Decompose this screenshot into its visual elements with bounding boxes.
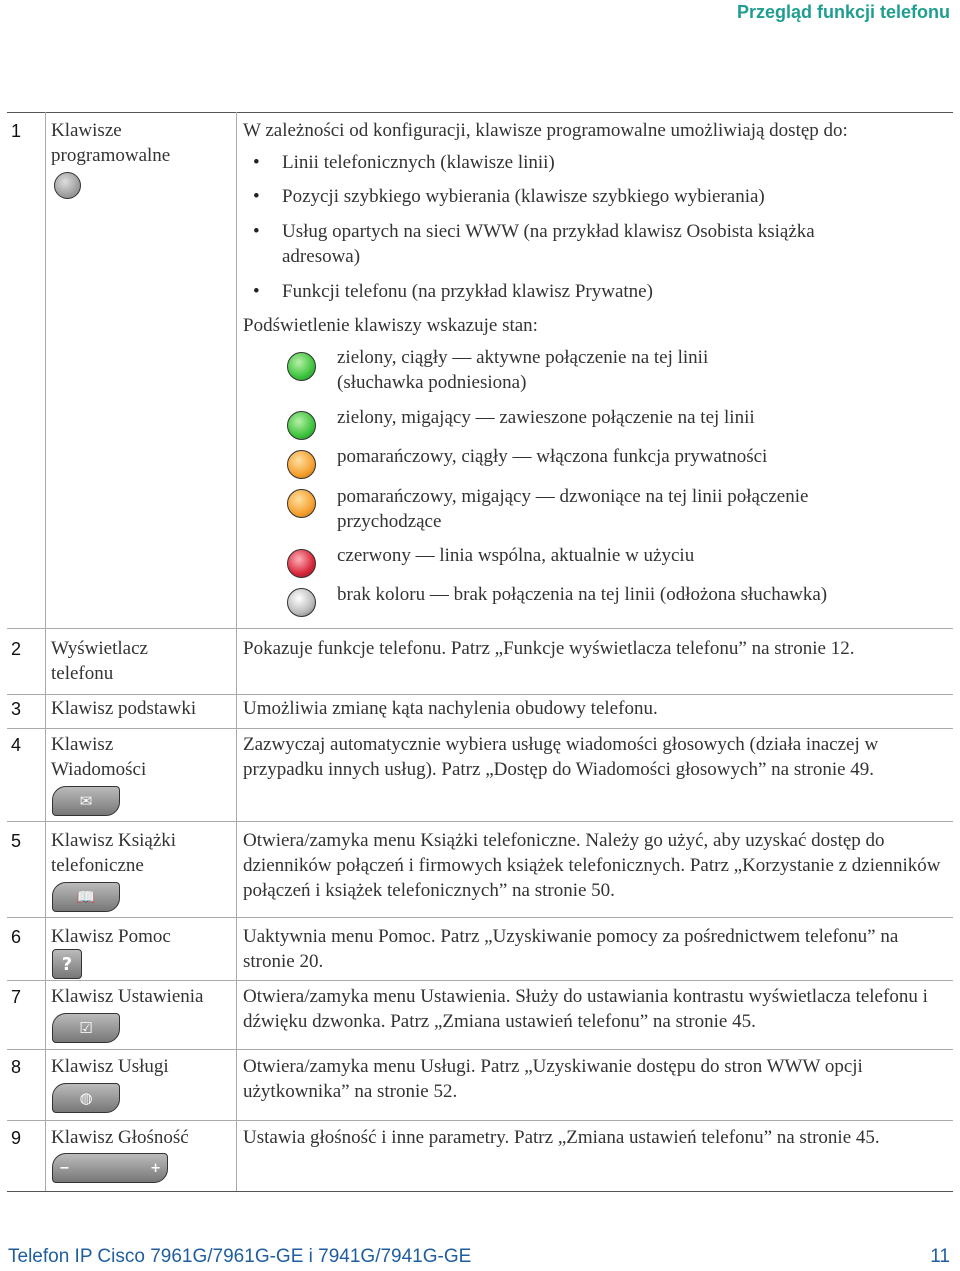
page-header-title: Przegląd funkcji telefonu: [736, 2, 950, 22]
row-name: Wyświetlacz telefonu: [51, 638, 148, 684]
table-bottom-border: [7, 1191, 953, 1192]
row1-intro: W zależności od konfiguracji, klawisze programowalne umożliwiają dostęp do:: [243, 120, 848, 141]
bullet-item: Funkcji telefonu (na przykład klawisz Prywatne): [282, 281, 653, 302]
leds-intro: Podświetlenie klawiszy wskazuje stan:: [243, 315, 538, 336]
led-desc: zielony, ciągły — aktywne połączenie na tej linii (słuchawka podniesiona): [337, 347, 709, 393]
row-divider: [7, 728, 953, 729]
row-number: 9: [11, 1128, 22, 1148]
column-divider-2: [236, 112, 237, 1192]
bullet-item: Linii telefonicznych (klawisze linii): [282, 152, 555, 173]
led-desc: pomarańczowy, ciągły — włączona funkcja prywatności: [337, 446, 768, 467]
row-number: 3: [11, 699, 22, 719]
bullet-icon: •: [253, 281, 260, 302]
bullet-item: Pozycji szybkiego wybierania (klawisze szybkiego wybierania): [282, 186, 765, 207]
book-icon: 📖: [52, 882, 120, 912]
bullet-icon: •: [253, 221, 260, 242]
row-desc: Ustawia głośność i inne parametry. Patrz „Zmiana ustawień telefonu” na stronie 45.: [243, 1127, 880, 1148]
row-desc: Otwiera/zamyka menu Usługi. Patrz „Uzyskiwanie dostępu do stron WWW opcji użytkownika” na stronie 52.: [243, 1056, 863, 1102]
led-green-icon: [287, 352, 316, 381]
softkey-icon: [54, 172, 81, 199]
led-orange-icon: [287, 489, 316, 518]
row-desc: Uaktywnia menu Pomoc. Patrz „Uzyskiwanie pomocy za pośrednictwem telefonu” na stronie 20.: [243, 926, 899, 972]
led-green-icon: [287, 411, 316, 440]
bullet-icon: •: [253, 186, 260, 207]
row-divider: [7, 980, 953, 981]
row-divider: [7, 821, 953, 822]
row-divider: [7, 917, 953, 918]
row-number: 8: [11, 1057, 22, 1077]
row-desc: Otwiera/zamyka menu Książki telefoniczne. Należy go użyć, aby uzyskać dostęp do dzienników połączeń i firmowych książek telefonicznych. Patrz „Korzystanie z dzienników połączeń i książek telefonicznych” na stronie 50.: [243, 830, 941, 901]
led-desc: czerwony — linia wspólna, aktualnie w użyciu: [337, 545, 695, 566]
row-divider: [7, 1120, 953, 1121]
row-name: Klawisz Ustawienia: [51, 986, 204, 1007]
led-off-icon: [287, 588, 316, 617]
checkbox-icon: ☑: [52, 1013, 120, 1043]
row-name: Klawisz Pomoc: [51, 926, 171, 947]
row-number: 6: [11, 927, 22, 947]
row-desc: Pokazuje funkcje telefonu. Patrz „Funkcje wyświetlacza telefonu” na stronie 12.: [243, 638, 855, 659]
led-red-icon: [287, 549, 316, 578]
bullet-icon: •: [253, 152, 260, 173]
row-name: Klawisze programowalne: [51, 120, 171, 166]
row-desc: Umożliwia zmianę kąta nachylenia obudowy telefonu.: [243, 698, 658, 719]
bullet-item: Usług opartych na sieci WWW (na przykład klawisz Osobista książka adresowa): [282, 221, 815, 267]
column-divider-1: [45, 112, 46, 1192]
row-name: Klawisz Wiadomości: [51, 734, 147, 780]
minus-icon: −: [59, 1160, 70, 1176]
footer-title: Telefon IP Cisco 7961G/7961G-GE i 7941G/7941G-GE: [8, 1246, 472, 1267]
led-desc: brak koloru — brak połączenia na tej linii (odłożona słuchawka): [337, 584, 828, 605]
table-top-border: [7, 112, 953, 113]
row-number: 2: [11, 639, 22, 659]
row-desc: Zazwyczaj automatycznie wybiera usługę wiadomości głosowych (działa inaczej w przypadku innych usług). Patrz „Dostęp do Wiadomości głosowych” na stronie 49.: [243, 734, 879, 780]
question-icon: ?: [52, 949, 82, 979]
envelope-icon: ✉: [52, 786, 120, 816]
row-divider: [7, 1049, 953, 1050]
row-divider: [7, 628, 953, 629]
volume-icon: [52, 1153, 168, 1183]
row-number: 7: [11, 987, 22, 1007]
row-number: 4: [11, 735, 22, 755]
plus-icon: +: [150, 1160, 161, 1176]
led-desc: zielony, migający — zawieszone połączenie na tej linii: [337, 407, 755, 428]
globe-icon: ◍: [52, 1083, 120, 1113]
row-name: Klawisz Głośność: [51, 1127, 189, 1148]
row-name: Klawisz Usługi: [51, 1056, 169, 1077]
row-name: Klawisz Książki telefoniczne: [51, 830, 177, 876]
row-desc: Otwiera/zamyka menu Ustawienia. Służy do ustawiania kontrastu wyświetlacza telefonu i dźwięku dzwonka. Patrz „Zmiana ustawień telefonu” na stronie 45.: [243, 986, 928, 1032]
led-desc: pomarańczowy, migający — dzwoniące na tej linii połączenie przychodzące: [337, 486, 809, 532]
row-divider: [7, 694, 953, 695]
row-number: 5: [11, 831, 22, 851]
row-name: Klawisz podstawki: [51, 698, 197, 719]
led-orange-icon: [287, 450, 316, 479]
row-number: 1: [11, 121, 22, 141]
page-number: 11: [930, 1246, 950, 1267]
